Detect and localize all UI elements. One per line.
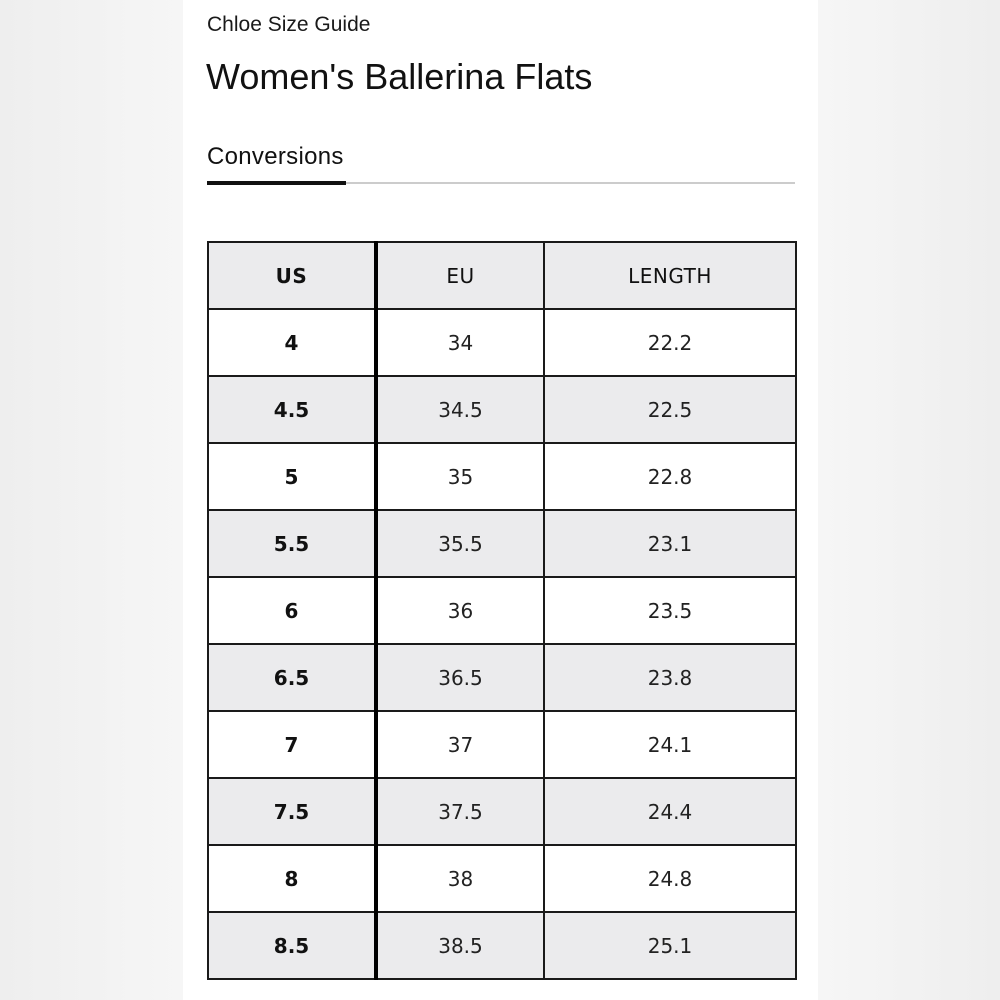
tab-conversions-label: Conversions [207, 143, 344, 170]
us-size-cell: 5 [208, 443, 376, 510]
table-row [208, 577, 796, 644]
eu-size-cell: 36 [376, 577, 544, 644]
eu-size-cell: 38.5 [376, 912, 544, 979]
page-title: Women's Ballerina Flats [206, 56, 593, 97]
table-row [208, 845, 796, 912]
length-cell: 25.1 [544, 912, 796, 979]
us-size-cell: 6 [208, 577, 376, 644]
eu-size-cell: 34.5 [376, 376, 544, 443]
eu-size-cell: 36.5 [376, 644, 544, 711]
length-cell: 23.1 [544, 510, 796, 577]
length-cell: 22.5 [544, 376, 796, 443]
table-row [208, 644, 796, 711]
length-cell: 22.8 [544, 443, 796, 510]
length-cell: 23.8 [544, 644, 796, 711]
table-row [208, 778, 796, 845]
us-size-cell: 5.5 [208, 510, 376, 577]
table-header-row [208, 242, 796, 309]
eu-size-cell: 34 [376, 309, 544, 376]
size-guide-panel [183, 0, 818, 1000]
column-header-us: US [208, 242, 376, 309]
us-size-cell: 8.5 [208, 912, 376, 979]
length-cell: 22.2 [544, 309, 796, 376]
column-header-eu: EU [376, 242, 544, 309]
eu-size-cell: 37.5 [376, 778, 544, 845]
length-cell: 24.1 [544, 711, 796, 778]
eu-size-cell: 38 [376, 845, 544, 912]
table-row [208, 443, 796, 510]
tab-bar [207, 140, 795, 186]
table-row [208, 912, 796, 979]
us-size-cell: 7.5 [208, 778, 376, 845]
eu-size-cell: 37 [376, 711, 544, 778]
eu-size-cell: 35.5 [376, 510, 544, 577]
active-tab-indicator [207, 181, 346, 185]
table-row [208, 711, 796, 778]
size-conversion-table [207, 241, 797, 980]
us-size-cell: 4 [208, 309, 376, 376]
us-size-cell: 6.5 [208, 644, 376, 711]
us-size-cell: 7 [208, 711, 376, 778]
length-cell: 24.4 [544, 778, 796, 845]
column-header-length: LENGTH [544, 242, 796, 309]
us-size-cell: 4.5 [208, 376, 376, 443]
us-size-cell: 8 [208, 845, 376, 912]
tab-conversions[interactable] [207, 140, 344, 186]
size-guide-label: Chloe Size Guide [207, 13, 371, 36]
length-cell: 23.5 [544, 577, 796, 644]
table-row [208, 376, 796, 443]
table-row [208, 309, 796, 376]
eu-size-cell: 35 [376, 443, 544, 510]
length-cell: 24.8 [544, 845, 796, 912]
table-row [208, 510, 796, 577]
